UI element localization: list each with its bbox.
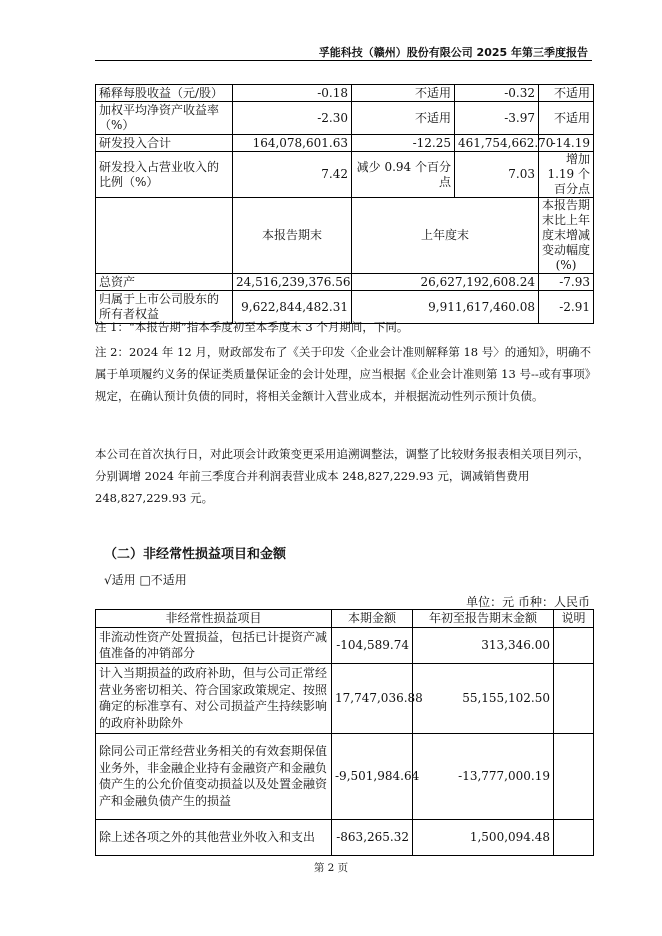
note-1: 注 1：“本报告期”指本季度初至本季度末 3 个月期间，下同。 (95, 320, 409, 334)
ytd-amount: -13,777,000.19 (413, 733, 554, 819)
table-row (96, 152, 594, 198)
cell-value: 9,911,617,460.08 (352, 291, 539, 324)
column-header-current-period-end: 本报告期末 (233, 198, 352, 274)
table-row (96, 135, 594, 152)
cell-value: -12.25 (352, 135, 455, 152)
item-description: 除上述各项之外的其他营业外收入和支出 (96, 819, 332, 855)
table-header-row (96, 610, 594, 628)
row-label: 研发投入合计 (96, 135, 233, 152)
note-2: 注 2：2024 年 12 月，财政部发布了《关于印发〈企业会计准则解释第 18 号〉的通知》，明确不属于单项履约义务的保证类质量保证金的会计处理，应当根据《企业会计准则第 13 号--或有事项》规定，在确认预计负债的同时，将相关金额计入营业成本，并根据流动性列示预计负债。 (95, 345, 597, 403)
cell-value: -3.97 (455, 102, 539, 135)
table-row (96, 819, 594, 855)
table-row (96, 85, 594, 102)
table-row (96, 274, 594, 291)
cell-value: 减少 0.94 个百分点 (352, 152, 455, 198)
cell-value: 不适用 (352, 102, 455, 135)
item-description: 非流动性资产处置损益，包括已计提资产减值准备的冲销部分 (96, 627, 332, 663)
column-header-ytd: 年初至报告期末金额 (413, 610, 554, 628)
page-number: 第 2 页 (313, 862, 349, 874)
table-row (96, 733, 594, 819)
cell-value: -2.91 (539, 291, 594, 324)
cell-value: 461,754,662.70 (455, 135, 539, 152)
cell-value: -2.30 (233, 102, 352, 135)
report-header-title: 孚能科技（赣州）股份有限公司 2025 年第三季度报告 (318, 46, 588, 59)
table-row (96, 102, 594, 135)
column-header-change: 本报告期末比上年度末增减变动幅度(%) (539, 198, 594, 274)
ytd-amount: 55,155,102.50 (413, 663, 554, 733)
row-label: 研发投入占营业收入的比例（%） (96, 152, 233, 198)
row-label: 加权平均净资产收益率（%） (96, 102, 233, 135)
table-row (96, 663, 594, 733)
item-description: 计入当期损益的政府补助，但与公司正常经营业务密切相关、符合国家政策规定、按照确定的标准享有、对公司损益产生持续影响的政府补助除外 (96, 663, 332, 733)
cell-value: 26,627,192,608.24 (352, 274, 539, 291)
empty-header-cell (96, 198, 233, 274)
cell-value: -7.93 (539, 274, 594, 291)
financial-indicators-table (95, 84, 594, 324)
note-cell (554, 663, 594, 733)
cell-value: 不适用 (352, 85, 455, 102)
column-header-prior-year-end: 上年度末 (352, 198, 539, 274)
column-header-note: 说明 (554, 610, 594, 628)
cell-value: -14.19 (539, 135, 594, 152)
unit-currency-label: 单位：元 币种：人民币 (466, 595, 590, 609)
current-amount: -9,501,984.64 (332, 733, 413, 819)
column-header-current: 本期金额 (332, 610, 413, 628)
column-header-item: 非经常性损益项目 (96, 610, 332, 628)
cell-value: 不适用 (539, 102, 594, 135)
ytd-amount: 1,500,094.48 (413, 819, 554, 855)
table-header-row (96, 198, 594, 274)
current-amount: 17,747,036.88 (332, 663, 413, 733)
current-amount: -863,265.32 (332, 819, 413, 855)
note-cell (554, 627, 594, 663)
applicability-checkbox-text: √适用 □不适用 (104, 573, 187, 587)
header-rule (95, 60, 592, 61)
cell-value: 7.42 (233, 152, 352, 198)
row-label: 稀释每股收益（元/股） (96, 85, 233, 102)
cell-value: 增加 1.19 个百分点 (539, 152, 594, 198)
item-description: 除同公司正常经营业务相关的有效套期保值业务外，非金融企业持有金融资产和金融负债产生的公允价值变动损益以及处置金融资产和金融负债产生的损益 (96, 733, 332, 819)
section-title: （二）非经常性损益项目和金额 (104, 547, 287, 562)
ytd-amount: 313,346.00 (413, 627, 554, 663)
cell-value: 不适用 (539, 85, 594, 102)
cell-value: 24,516,239,376.56 (233, 274, 352, 291)
table-row (96, 627, 594, 663)
cell-value: 164,078,601.63 (233, 135, 352, 152)
accounting-policy-paragraph: 本公司在首次执行日，对此项会计政策变更采用追溯调整法，调整了比较财务报表相关项目列示，分别调增 2024 年前三季度合并利润表营业成本 248,827,229.93 元，调减销售费用 248,827,229.93 元。 (95, 447, 590, 505)
cell-value: 9,622,844,482.31 (233, 291, 352, 324)
row-label: 总资产 (96, 274, 233, 291)
non-recurring-gains-table (95, 609, 594, 856)
note-cell (554, 819, 594, 855)
cell-value: -0.32 (455, 85, 539, 102)
current-amount: -104,589.74 (332, 627, 413, 663)
row-label: 归属于上市公司股东的所有者权益 (96, 291, 233, 324)
cell-value: -0.18 (233, 85, 352, 102)
cell-value: 7.03 (455, 152, 539, 198)
note-cell (554, 733, 594, 819)
